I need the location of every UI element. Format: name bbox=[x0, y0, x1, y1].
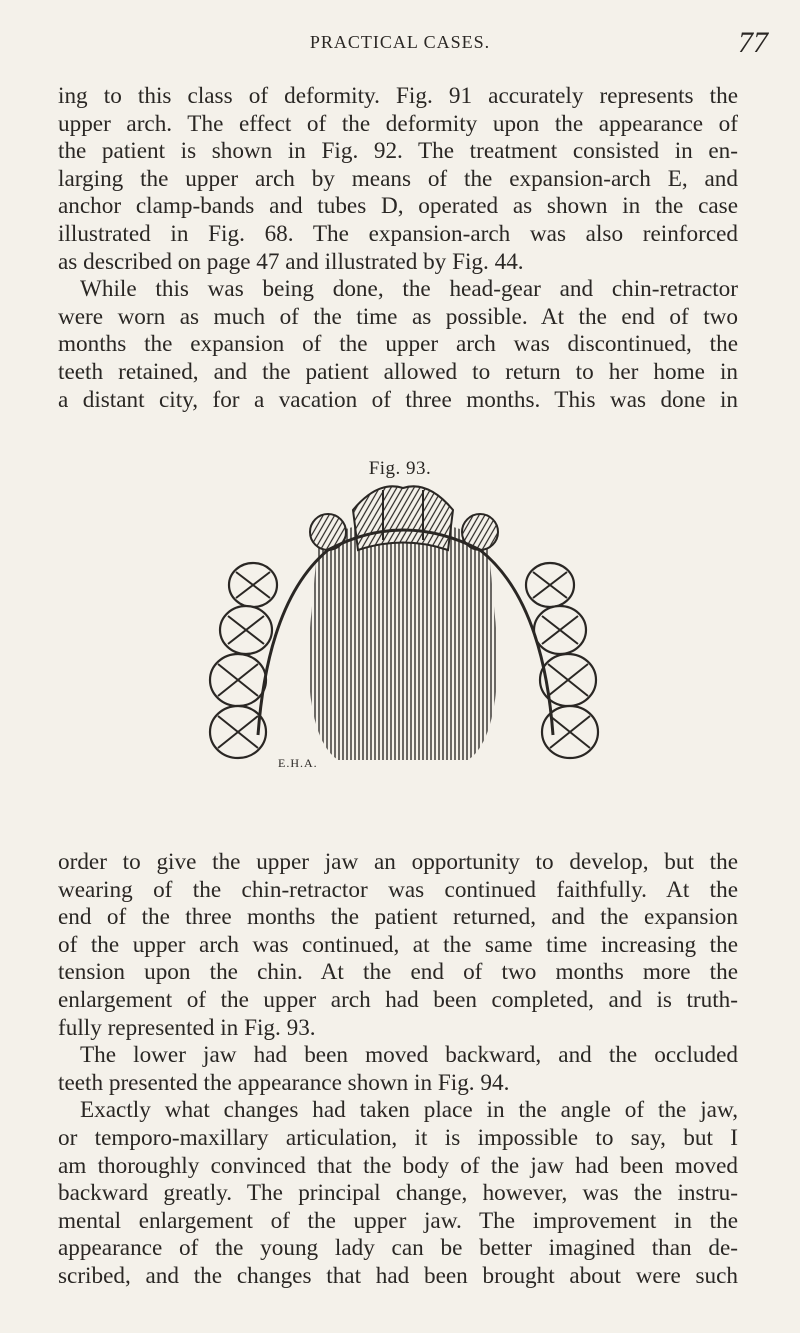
text-line: a distant city, for a vacation of three months. This was done in bbox=[58, 386, 738, 413]
text-line: teeth presented the appearance shown in Fig. 94. bbox=[58, 1069, 510, 1096]
figure-caption: Fig. 93. bbox=[368, 458, 432, 479]
page-number: 77 bbox=[738, 26, 768, 59]
text-line: teeth retained, and the patient allowed to return to her home in bbox=[58, 358, 738, 385]
upper-arch-illustration bbox=[198, 480, 608, 780]
running-title: PRACTICAL CASES. bbox=[309, 32, 491, 52]
paragraph-top bbox=[58, 83, 738, 414]
text-line: mental enlargement of the upper jaw. The improvement in the bbox=[58, 1207, 738, 1234]
text-line: larging the upper arch by means of the expansion-arch E, and bbox=[58, 165, 738, 192]
text-line: backward greatly. The principal change, however, was the instru- bbox=[58, 1180, 738, 1207]
text-line: fully represented in Fig. 93. bbox=[58, 1014, 316, 1041]
text-line: or temporo-maxillary articulation, it is impossible to say, but I bbox=[58, 1124, 738, 1151]
text-line: end of the three months the patient returned, and the expansion bbox=[58, 904, 738, 931]
text-line: illustrated in Fig. 68. The expansion-arch was also reinforced bbox=[58, 220, 738, 247]
text-line: The lower jaw had been moved backward, and the occluded bbox=[80, 1042, 738, 1069]
text-line: While this was being done, the head-gear and chin-retractor bbox=[80, 276, 738, 303]
text-line: order to give the upper jaw an opportunity to develop, but the bbox=[58, 849, 738, 875]
text-line: Exactly what changes had taken place in the angle of the jaw, bbox=[80, 1097, 738, 1124]
text-line: months the expansion of the upper arch was discontinued, the bbox=[58, 331, 738, 358]
text-line: of the upper arch was continued, at the same time increasing the bbox=[58, 931, 738, 958]
text-line: scribed, and the changes that had been brought about were such bbox=[58, 1262, 738, 1289]
text-line: upper arch. The effect of the deformity upon the appearance of bbox=[58, 110, 738, 137]
text-line: anchor clamp-bands and tubes D, operated as shown in the case bbox=[58, 193, 738, 220]
text-line: ing to this class of deformity. Fig. 91 accurately represents the bbox=[58, 83, 738, 109]
text-line: were worn as much of the time as possible. At the end of two bbox=[58, 303, 738, 330]
text-line: tension upon the chin. At the end of two months more the bbox=[58, 959, 738, 986]
text-line: am thoroughly convinced that the body of the jaw had been moved bbox=[58, 1152, 738, 1179]
text-line: the patient is shown in Fig. 92. The treatment consisted in en- bbox=[58, 138, 738, 165]
text-line: wearing of the chin-retractor was continued faithfully. At the bbox=[58, 876, 738, 903]
paragraph-bottom bbox=[58, 849, 738, 1291]
text-line: as described on page 47 and illustrated by Fig. 44. bbox=[58, 248, 524, 275]
engraver-initials: E.H.A. bbox=[278, 756, 318, 770]
text-line: enlargement of the upper arch had been completed, and is truth- bbox=[58, 986, 738, 1013]
text-line: appearance of the young lady can be better imagined than de- bbox=[58, 1235, 738, 1262]
